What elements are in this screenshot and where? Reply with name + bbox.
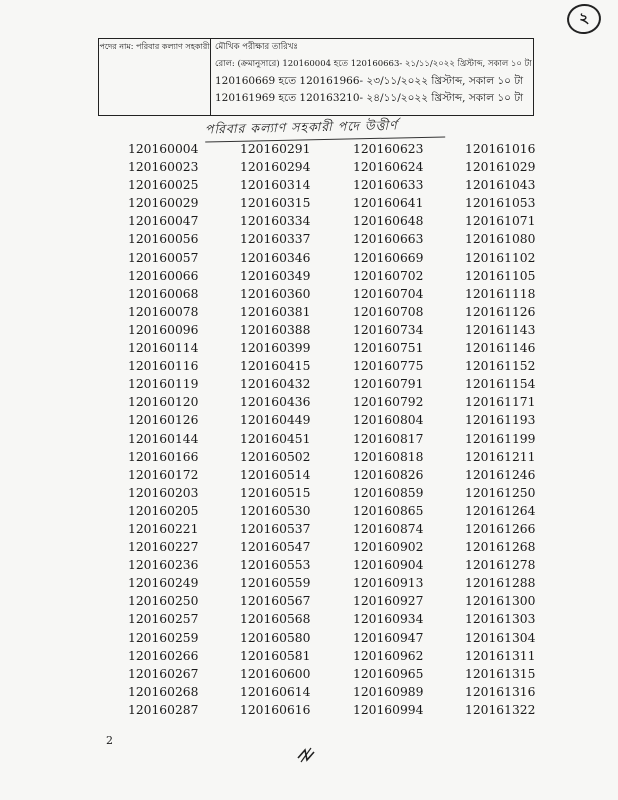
roll-number: 120160962 — [353, 648, 424, 663]
roll-number: 120160057 — [128, 250, 199, 265]
roll-number: 120160904 — [353, 558, 424, 573]
roll-number: 120161250 — [465, 485, 536, 500]
roll-number: 120160947 — [353, 630, 424, 645]
roll-row — [0, 303, 618, 321]
roll-number: 120160315 — [240, 196, 311, 211]
roll-row — [0, 230, 618, 248]
roll-number: 120160791 — [353, 377, 424, 392]
roll-row — [0, 194, 618, 212]
roll-number: 120160537 — [240, 521, 311, 536]
roll-number: 120161016 — [465, 142, 536, 156]
roll-number: 120160144 — [128, 431, 199, 446]
roll-number: 120160203 — [128, 485, 199, 500]
roll-number: 120161300 — [465, 594, 536, 609]
roll-number: 120160116 — [128, 359, 199, 374]
roll-number: 120160663 — [353, 232, 424, 247]
roll-number: 120160066 — [128, 268, 199, 283]
roll-row — [0, 484, 618, 502]
roll-number: 120160250 — [128, 594, 199, 609]
roll-number: 120161105 — [465, 268, 536, 283]
roll-number: 120160927 — [353, 594, 424, 609]
roll-number: 120160291 — [240, 142, 311, 156]
roll-number: 120160502 — [240, 449, 311, 464]
roll-number: 120160287 — [128, 702, 199, 717]
roll-number: 120160114 — [128, 341, 199, 356]
roll-number: 120161199 — [465, 431, 536, 446]
roll-number: 120160708 — [353, 304, 424, 319]
roll-number: 120160568 — [240, 612, 311, 627]
roll-number: 120160989 — [353, 684, 424, 699]
roll-number: 120160874 — [353, 521, 424, 536]
roll-number: 120160004 — [128, 142, 199, 156]
roll-number: 120160614 — [240, 684, 311, 699]
roll-number: 120160704 — [353, 286, 424, 301]
roll-number: 120160257 — [128, 612, 199, 627]
roll-number: 120160934 — [353, 612, 424, 627]
roll-row — [0, 411, 618, 429]
roll-row — [0, 158, 618, 176]
post-name-cell — [99, 39, 211, 116]
roll-number: 120160624 — [353, 160, 424, 175]
roll-number: 120160559 — [240, 576, 311, 591]
roll-number: 120160669 — [353, 250, 424, 265]
roll-number: 120161071 — [465, 214, 536, 229]
roll-number: 120160346 — [240, 250, 311, 265]
roll-row — [0, 430, 618, 448]
roll-number: 120160337 — [240, 232, 311, 247]
roll-number: 120160859 — [353, 485, 424, 500]
roll-number: 120161171 — [465, 395, 536, 410]
roll-row — [0, 249, 618, 267]
handwritten-heading: পরিবার কল্যাণ সহকারী পদে উত্তীর্ণ — [205, 116, 445, 142]
roll-number: 120161288 — [465, 576, 536, 591]
roll-number: 120161143 — [465, 322, 536, 337]
roll-number: 120160227 — [128, 540, 199, 555]
roll-number: 120160166 — [128, 449, 199, 464]
roll-number: 120160600 — [240, 666, 311, 681]
roll-number: 120161126 — [465, 304, 536, 319]
roll-number: 120160172 — [128, 467, 199, 482]
roll-row — [0, 285, 618, 303]
roll-number: 120161029 — [465, 160, 536, 175]
roll-number: 120160025 — [128, 178, 199, 193]
roll-number: 120160294 — [240, 160, 311, 175]
roll-number: 120160965 — [353, 666, 424, 681]
roll-row — [0, 176, 618, 194]
roll-number: 120160205 — [128, 503, 199, 518]
roll-number: 120160902 — [353, 540, 424, 555]
roll-row — [0, 267, 618, 285]
roll-number: 120160553 — [240, 558, 311, 573]
roll-number: 120161264 — [465, 503, 536, 518]
roll-row — [0, 520, 618, 538]
roll-row — [0, 665, 618, 683]
roll-number: 120160734 — [353, 322, 424, 337]
roll-number: 120161303 — [465, 612, 536, 627]
roll-row — [0, 140, 618, 158]
schedule-line-3: 120161969 হতে 120163210- ২৪/১১/২০২২ খ্রিস্টাব্দ, সকাল ১০ টা — [215, 92, 524, 104]
roll-number: 120161152 — [465, 359, 536, 374]
roll-number-grid — [0, 140, 618, 719]
roll-number: 120160449 — [240, 413, 311, 428]
roll-number: 120160236 — [128, 558, 199, 573]
roll-number: 120160633 — [353, 178, 424, 193]
roll-number: 120160096 — [128, 322, 199, 337]
roll-number: 120161266 — [465, 521, 536, 536]
roll-number: 120160515 — [240, 485, 311, 500]
roll-row — [0, 683, 618, 701]
roll-row — [0, 629, 618, 647]
roll-number: 120160775 — [353, 359, 424, 374]
roll-number: 120160826 — [353, 467, 424, 482]
roll-number: 120160119 — [128, 377, 199, 392]
roll-number: 120160514 — [240, 467, 311, 482]
roll-number: 120161268 — [465, 540, 536, 555]
roll-number: 120160349 — [240, 268, 311, 283]
schedule-line-2: 120160669 হতে 120161966- ২৩/১১/২০২২ খ্রিস্টাব্দ, সকাল ১০ টা — [215, 75, 524, 87]
roll-number: 120160126 — [128, 413, 199, 428]
roll-number: 120160623 — [353, 142, 424, 156]
roll-number: 120160451 — [240, 431, 311, 446]
roll-number: 120160268 — [128, 684, 199, 699]
schedule-cell — [211, 39, 534, 116]
roll-row — [0, 647, 618, 665]
roll-number: 120160641 — [353, 196, 424, 211]
roll-number: 120160047 — [128, 214, 199, 229]
roll-number: 120160314 — [240, 178, 311, 193]
roll-number: 120161304 — [465, 630, 536, 645]
roll-number: 120160267 — [128, 666, 199, 681]
roll-number: 120160547 — [240, 540, 311, 555]
roll-number: 120160266 — [128, 648, 199, 663]
circled-page-mark: ২ — [565, 2, 603, 36]
roll-number: 120160415 — [240, 359, 311, 374]
roll-row — [0, 448, 618, 466]
roll-number: 120160865 — [353, 503, 424, 518]
schedule-title: মৌখিক পরীক্ষার তারিখঃ — [215, 42, 298, 52]
roll-number: 120160648 — [353, 214, 424, 229]
post-name-label: পদের নাম: পরিবার কল্যাণ সহকারী — [99, 42, 210, 51]
roll-number: 120160580 — [240, 630, 311, 645]
roll-row — [0, 538, 618, 556]
roll-number: 120160702 — [353, 268, 424, 283]
roll-number: 120160056 — [128, 232, 199, 247]
roll-row — [0, 393, 618, 411]
roll-number: 120160068 — [128, 286, 199, 301]
roll-number: 120161278 — [465, 558, 536, 573]
roll-number: 120161053 — [465, 196, 536, 211]
roll-row — [0, 574, 618, 592]
roll-number: 120161102 — [465, 250, 536, 265]
roll-number: 120160804 — [353, 413, 424, 428]
roll-number: 120160818 — [353, 449, 424, 464]
roll-row — [0, 357, 618, 375]
roll-number: 120160530 — [240, 503, 311, 518]
roll-number: 120161311 — [465, 648, 536, 663]
roll-number: 120160249 — [128, 576, 199, 591]
roll-number: 120161043 — [465, 178, 536, 193]
schedule-line-1: রোল: (ক্রমানুসারে) 120160004 হতে 120160663- ২১/১১/২০২২ খ্রিস্টাব্দ, সকাল ১০ টা — [215, 59, 532, 69]
roll-row — [0, 321, 618, 339]
roll-number: 120160360 — [240, 286, 311, 301]
roll-number: 120160023 — [128, 160, 199, 175]
scribble-mark-icon — [295, 744, 317, 766]
roll-row — [0, 610, 618, 628]
roll-row — [0, 339, 618, 357]
roll-number: 120160078 — [128, 304, 199, 319]
roll-row — [0, 502, 618, 520]
roll-number: 120161246 — [465, 467, 536, 482]
roll-row — [0, 466, 618, 484]
roll-number: 120160029 — [128, 196, 199, 211]
roll-number: 120160334 — [240, 214, 311, 229]
roll-number: 120161080 — [465, 232, 536, 247]
roll-row — [0, 212, 618, 230]
roll-number: 120160581 — [240, 648, 311, 663]
roll-number: 120161316 — [465, 684, 536, 699]
roll-row — [0, 375, 618, 393]
roll-number: 120160567 — [240, 594, 311, 609]
roll-number: 120160381 — [240, 304, 311, 319]
roll-number: 120160913 — [353, 576, 424, 591]
roll-number: 120160120 — [128, 395, 199, 410]
roll-number: 120160994 — [353, 702, 424, 717]
roll-number: 120160432 — [240, 377, 311, 392]
roll-row — [0, 592, 618, 610]
roll-number: 120160388 — [240, 322, 311, 337]
roll-number: 120161315 — [465, 666, 536, 681]
roll-number: 120160399 — [240, 341, 311, 356]
footer-page-number: 2 — [106, 734, 113, 747]
roll-number: 120160221 — [128, 521, 199, 536]
roll-number: 120161322 — [465, 702, 536, 717]
roll-number: 120160792 — [353, 395, 424, 410]
roll-number: 120160259 — [128, 630, 199, 645]
roll-row — [0, 701, 618, 719]
roll-number: 120161211 — [465, 449, 536, 464]
roll-number: 120160616 — [240, 702, 311, 717]
roll-number: 120160436 — [240, 395, 311, 410]
roll-number: 120160751 — [353, 341, 424, 356]
roll-number: 120161118 — [465, 286, 536, 301]
exam-info-table — [98, 38, 534, 116]
roll-number: 120161154 — [465, 377, 536, 392]
roll-number: 120161146 — [465, 341, 536, 356]
roll-row — [0, 556, 618, 574]
roll-number: 120160817 — [353, 431, 424, 446]
roll-number: 120161193 — [465, 413, 536, 428]
